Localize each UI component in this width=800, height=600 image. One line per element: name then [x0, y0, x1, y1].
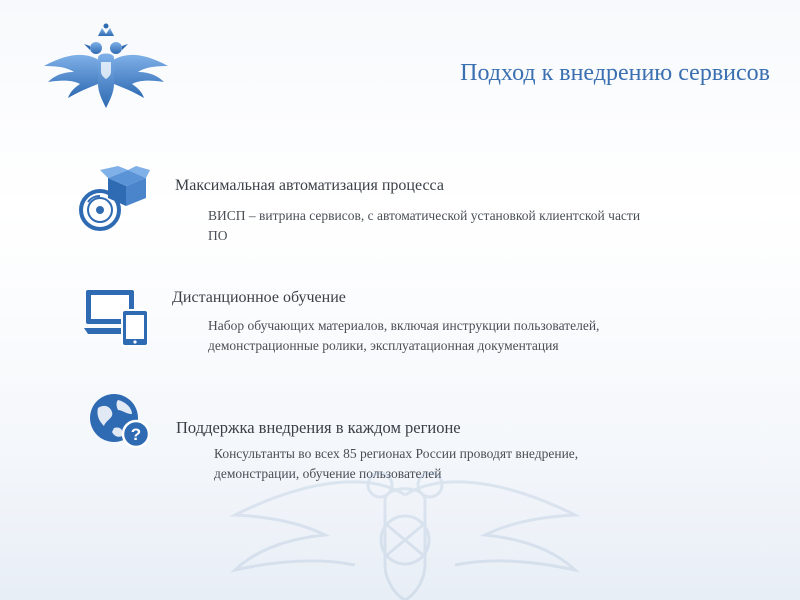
svg-text:?: ?: [130, 425, 142, 444]
section-heading: Дистанционное обучение: [172, 289, 346, 306]
section-heading: Поддержка внедрения в каждом регионе: [176, 418, 461, 437]
monitor-tablet-icon: [84, 288, 152, 348]
eagle-emblem-logo: [40, 22, 172, 110]
section-description: Консультанты во всех 85 регионах России проводят внедрение, демонстрации, обучение пользователей: [214, 446, 579, 481]
globe-question-icon: [88, 392, 150, 448]
section-heading: Максимальная автоматизация процесса: [175, 177, 444, 194]
box-disc-icon: [78, 166, 150, 232]
eagle-watermark: [215, 455, 595, 600]
page-title: Подход к внедрению сервисов: [460, 60, 770, 86]
section-description: Набор обучающих материалов, включая инструкции пользователей, демонстрационные ролики, эксплуатационная документация: [208, 318, 600, 353]
section-description: ВИСП – витрина сервисов, с автоматической установкой клиентской части ПО: [208, 208, 641, 243]
